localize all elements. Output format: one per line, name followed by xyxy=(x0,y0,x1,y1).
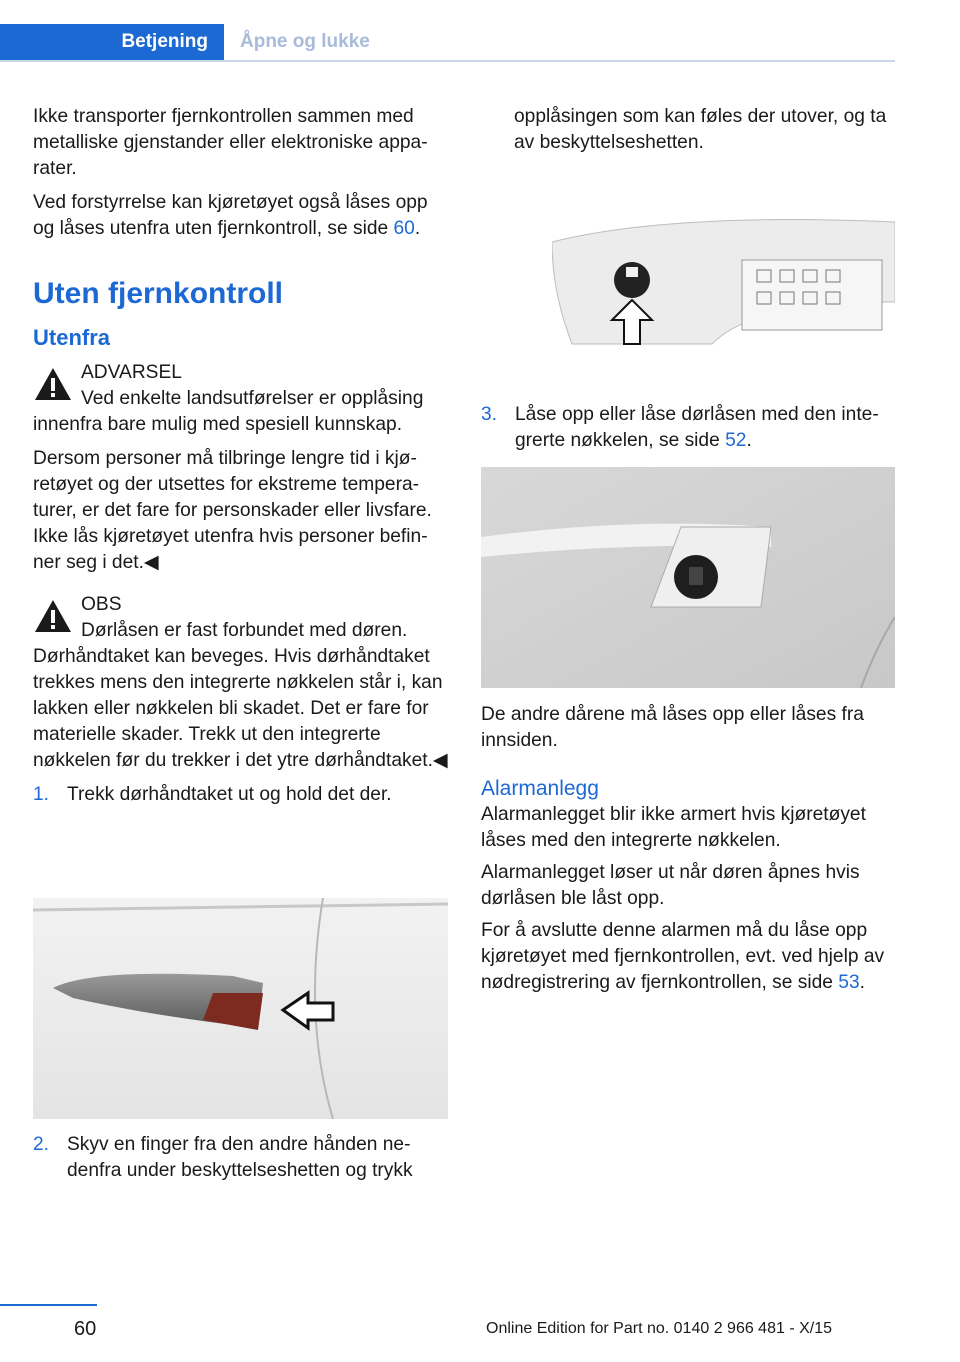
warning-text: Dørhåndtaket kan beveges. Hvis dørhåndtaket trekkes mens den integrerte nøkkelen står i, kan lakken eller nøkkelen bli skadet. Det er fare for materielle skader. Trekk ut den integrerte nøkkelen før du trekker i det ytre dørhåndtaket.◀ xyxy=(33,646,448,771)
warning-title: ADVARSEL xyxy=(81,362,182,383)
alarm-paragraph-1: Alarmanlegget blir ikke armert hvis kjøretøyet låses med den integrerte nøkkelen. xyxy=(481,804,866,851)
page-link-60[interactable]: 60 xyxy=(393,218,415,239)
section-heading: Uten fjernkontroll xyxy=(33,277,284,310)
warning-line: Dørlåsen er fast forbundet med døren. xyxy=(81,620,408,641)
door-handle-photo xyxy=(33,898,448,1119)
warning-line: Ved enkelte landsutførelser er opplåsing xyxy=(81,388,424,409)
list-item-step-3 xyxy=(481,402,895,454)
step-number: 2. xyxy=(33,1134,50,1155)
step-text: Skyv en finger fra den andre hånden nedenfra under beskyttelseshetten og trykk xyxy=(67,1134,413,1181)
step-2-continuation: opplåsingen som kan føles der utover, og ta av beskyttelseshetten. xyxy=(514,106,887,153)
warning-obs xyxy=(33,592,448,774)
header-divider xyxy=(0,60,895,62)
paragraph-interference: Ved forstyrrelse kan kjøretøyet også låses opp og låses utenfra uten fjernkontroll, se side 60. xyxy=(33,192,428,239)
right-column xyxy=(481,104,895,156)
left-column xyxy=(33,104,448,808)
warning-triangle-icon xyxy=(33,366,73,402)
warning-text: innenfra bare mulig med spesiell kunnskap. xyxy=(33,414,403,435)
alarm-paragraph-3: For å avslutte denne alarmen må du låse opp kjøretøyet med fjernkontrollen, evt. ved hjelp av nødregistrering av fjernkontrollen, se side 53. xyxy=(481,920,885,993)
list-item-step-1 xyxy=(33,782,448,808)
step-text: Trekk dørhåndtaket ut og hold det der. xyxy=(67,784,392,805)
page-number: 60 xyxy=(74,1318,97,1340)
header-tabs xyxy=(0,24,895,62)
footer-accent-line xyxy=(0,1304,97,1306)
protective-cap-photo xyxy=(552,212,895,350)
page-link-52[interactable]: 52 xyxy=(725,430,747,451)
paragraph-transport: Ikke transporter fjernkontrollen sammen med metalliske gjenstander eller elektroniske apparater. xyxy=(33,106,428,179)
right-column-text xyxy=(481,702,895,996)
step-number: 1. xyxy=(33,784,50,805)
right-column-step-3 xyxy=(481,402,895,454)
paragraph-other-doors: De andre dårene må låses opp eller låses fra innsiden. xyxy=(481,704,864,751)
warning-triangle-icon xyxy=(33,598,73,634)
warning-advarsel xyxy=(33,360,448,576)
list-item-step-2 xyxy=(33,1132,448,1184)
warning-text-2: Dersom personer må tilbringe lengre tid i kjøretøyet og der utsettes for ekstreme temperaturer, er det fare for personskader eller livsfare. Ikke lås kjøretøyet utenfra hvis personer befinner seg i det.◀ xyxy=(33,448,432,573)
subsection-heading: Utenfra xyxy=(33,325,111,350)
page-link-53[interactable]: 53 xyxy=(838,972,860,993)
edition-text: Online Edition for Part no. 0140 2 966 481 - X/15 xyxy=(486,1320,833,1337)
alarm-paragraph-2: Alarmanlegget løser ut når døren åpnes hvis dørlåsen ble låst opp. xyxy=(481,862,860,909)
step-text: Låse opp eller låse dørlåsen med den integrerte nøkkelen, se side 52. xyxy=(515,404,879,451)
step-number: 3. xyxy=(481,404,498,425)
warning-title: OBS xyxy=(81,594,122,615)
tab-betjening[interactable]: Betjening xyxy=(0,24,224,60)
tab-apne-og-lukke[interactable]: Åpne og lukke xyxy=(240,31,370,52)
alarm-heading: Alarmanlegg xyxy=(481,777,599,800)
lock-cylinder-photo xyxy=(481,467,895,688)
left-column-bottom xyxy=(33,1132,448,1184)
